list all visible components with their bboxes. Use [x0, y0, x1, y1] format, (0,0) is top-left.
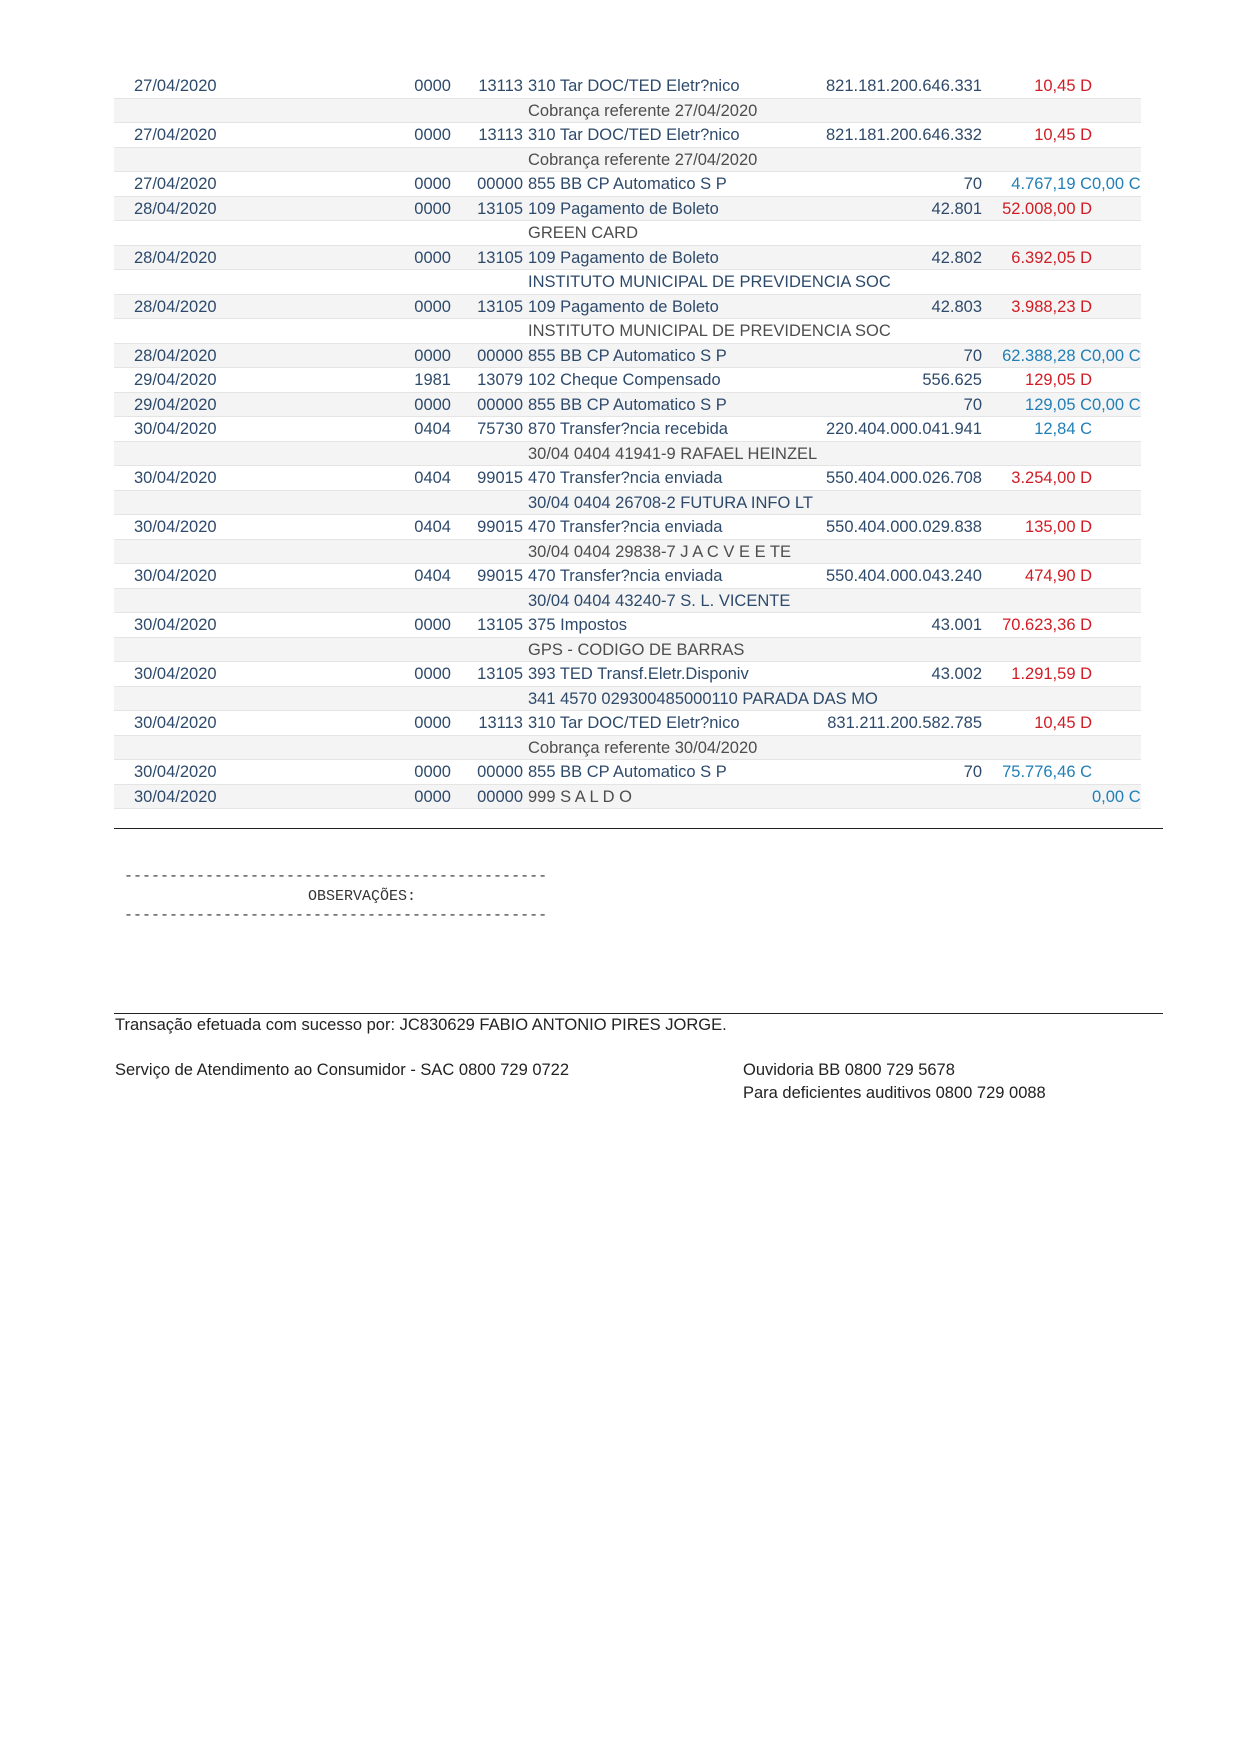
sac-contact: Serviço de Atendimento ao Consumidor - SAC 0800 729 0722 — [115, 1061, 570, 1079]
table-end-rule — [114, 828, 1163, 829]
row-date: 28/04/2020 — [134, 248, 217, 267]
row-document: 70 — [963, 346, 982, 365]
row-value: 70.623,36 D — [1002, 616, 1092, 634]
row-history: 30/04 0404 29838-7 J A C V E E TE — [528, 542, 791, 561]
row-value: 10,45 D — [1034, 714, 1092, 732]
row-agency: 0000 — [414, 616, 451, 634]
row-history: 102 Cheque Compensado — [528, 371, 721, 389]
row-history: 310 Tar DOC/TED Eletr?nico — [528, 126, 740, 144]
row-history: Cobrança referente 27/04/2020 — [528, 150, 758, 169]
row-value: 135,00 D — [1025, 518, 1092, 536]
statement-row-detail — [114, 319, 1141, 344]
row-lot: 99015 — [477, 469, 523, 487]
row-history: GPS - CODIGO DE BARRAS — [528, 640, 745, 659]
row-date: 28/04/2020 — [134, 346, 217, 365]
row-value: 129,05 C — [1025, 395, 1092, 414]
statement-row-detail — [114, 221, 1141, 246]
row-agency: 0000 — [414, 77, 451, 95]
statement-row — [114, 74, 1141, 99]
row-history: 109 Pagamento de Boleto — [528, 297, 719, 316]
row-date: 30/04/2020 — [134, 567, 217, 585]
row-history: GREEN CARD — [528, 224, 639, 242]
row-document: 550.404.000.029.838 — [826, 518, 982, 536]
row-agency: 1981 — [414, 371, 451, 389]
observations-bottom-dashes: ----------------------------------------------- — [124, 907, 548, 924]
row-document: 220.404.000.041.941 — [826, 420, 982, 438]
row-date: 29/04/2020 — [134, 371, 217, 389]
row-date: 30/04/2020 — [134, 714, 217, 732]
row-history: 470 Transfer?ncia enviada — [528, 518, 723, 536]
row-value: 10,45 D — [1034, 77, 1092, 95]
statement-row — [114, 662, 1141, 687]
row-agency: 0000 — [414, 395, 451, 414]
row-document: 556.625 — [922, 371, 982, 389]
row-value: 1.291,59 D — [1011, 665, 1092, 683]
statement-row-detail — [114, 99, 1141, 124]
row-date: 30/04/2020 — [134, 469, 217, 487]
row-agency: 0404 — [414, 420, 451, 438]
observations-label: OBSERVAÇÕES: — [308, 888, 417, 905]
row-document: 821.181.200.646.332 — [826, 126, 982, 144]
statement-row-detail — [114, 148, 1141, 173]
row-history: 109 Pagamento de Boleto — [528, 199, 719, 218]
row-lot: 99015 — [477, 567, 523, 585]
row-history: 855 BB CP Automatico S P — [528, 346, 727, 365]
row-history: Cobrança referente 30/04/2020 — [528, 738, 758, 757]
statement-row-detail — [114, 736, 1141, 761]
ombudsman-contact: Ouvidoria BB 0800 729 5678 — [743, 1061, 955, 1079]
row-lot: 00000 — [477, 787, 523, 806]
row-date: 30/04/2020 — [134, 763, 217, 781]
row-value: 62.388,28 C — [1002, 346, 1092, 365]
row-date: 30/04/2020 — [134, 616, 217, 634]
row-value: 4.767,19 C — [1011, 175, 1092, 193]
statement-row — [114, 564, 1141, 589]
statement-row-detail — [114, 540, 1141, 565]
row-lot: 13105 — [477, 199, 523, 218]
row-lot: 13105 — [477, 248, 523, 267]
row-agency: 0000 — [414, 199, 451, 218]
row-date: 27/04/2020 — [134, 126, 217, 144]
row-agency: 0404 — [414, 567, 451, 585]
row-lot: 13079 — [477, 371, 523, 389]
row-lot: 75730 — [477, 420, 523, 438]
row-lot: 00000 — [477, 763, 523, 781]
row-history: 30/04 0404 26708-2 FUTURA INFO LT — [528, 493, 813, 512]
row-history: 855 BB CP Automatico S P — [528, 395, 727, 414]
row-lot: 13113 — [478, 714, 523, 732]
row-agency: 0000 — [414, 763, 451, 781]
row-value: 75.776,46 C — [1002, 763, 1092, 781]
row-lot: 13105 — [477, 616, 523, 634]
row-document: 550.404.000.043.240 — [826, 567, 982, 585]
row-lot: 13113 — [478, 77, 523, 95]
row-date: 28/04/2020 — [134, 199, 217, 218]
row-lot: 00000 — [477, 346, 523, 365]
row-document: 550.404.000.026.708 — [826, 469, 982, 487]
row-document: 70 — [963, 763, 982, 781]
row-value: 474,90 D — [1025, 567, 1092, 585]
row-history: 30/04 0404 41941-9 RAFAEL HEINZEL — [528, 444, 818, 463]
row-agency: 0000 — [414, 714, 451, 732]
row-value: 3.254,00 D — [1011, 469, 1092, 487]
row-history: 999 S A L D O — [528, 787, 632, 806]
row-history: 855 BB CP Automatico S P — [528, 763, 727, 781]
row-lot: 99015 — [477, 518, 523, 536]
row-date: 30/04/2020 — [134, 787, 217, 806]
row-document: 821.181.200.646.331 — [826, 77, 982, 95]
hearing-impaired-contact: Para deficientes auditivos 0800 729 0088 — [743, 1084, 1046, 1102]
row-agency: 0404 — [414, 518, 451, 536]
statement-row-detail — [114, 491, 1141, 516]
row-lot: 13113 — [478, 126, 523, 144]
row-document: 70 — [963, 175, 982, 193]
row-value: 6.392,05 D — [1011, 248, 1092, 267]
statement-row — [114, 760, 1141, 785]
row-balance: 0,00 C — [1092, 395, 1141, 414]
row-value: 52.008,00 D — [1002, 199, 1092, 218]
row-document: 42.803 — [931, 297, 982, 316]
row-history: 30/04 0404 43240-7 S. L. VICENTE — [528, 591, 791, 610]
observations-top-dashes: ----------------------------------------------- — [124, 868, 548, 885]
statement-row — [114, 785, 1141, 810]
row-history: 341 4570 029300485000110 PARADA DAS MO — [528, 689, 878, 708]
statement-row — [114, 515, 1141, 540]
row-lot: 00000 — [477, 395, 523, 414]
row-agency: 0000 — [414, 248, 451, 267]
statement-row — [114, 172, 1141, 197]
statement-row — [114, 344, 1141, 369]
footer-rule — [114, 1013, 1163, 1014]
row-date: 27/04/2020 — [134, 175, 217, 193]
row-agency: 0000 — [414, 297, 451, 316]
row-lot: 13105 — [477, 665, 523, 683]
row-history: INSTITUTO MUNICIPAL DE PREVIDENCIA SOC — [528, 322, 891, 340]
statement-row-detail — [114, 687, 1141, 712]
statement-row — [114, 246, 1141, 271]
row-value: 3.988,23 D — [1011, 297, 1092, 316]
row-date: 30/04/2020 — [134, 665, 217, 683]
transaction-confirmation: Transação efetuada com sucesso por: JC830629 FABIO ANTONIO PIRES JORGE. — [115, 1016, 727, 1034]
row-date: 30/04/2020 — [134, 420, 217, 438]
row-history: 470 Transfer?ncia enviada — [528, 567, 723, 585]
statement-row-detail — [114, 442, 1141, 467]
row-value: 129,05 D — [1025, 371, 1092, 389]
statement-row — [114, 393, 1141, 418]
statement-row — [114, 466, 1141, 491]
row-document: 831.211.200.582.785 — [827, 714, 982, 732]
row-date: 28/04/2020 — [134, 297, 217, 316]
row-agency: 0000 — [414, 346, 451, 365]
row-agency: 0000 — [414, 787, 451, 806]
row-agency: 0000 — [414, 175, 451, 193]
row-history: 375 Impostos — [528, 616, 628, 634]
row-lot: 00000 — [477, 175, 523, 193]
statement-row-detail — [114, 270, 1141, 295]
row-date: 27/04/2020 — [134, 77, 217, 95]
row-history: 855 BB CP Automatico S P — [528, 175, 727, 193]
row-date: 30/04/2020 — [134, 518, 217, 536]
row-document: 43.001 — [931, 616, 982, 634]
row-history: 870 Transfer?ncia recebida — [528, 420, 728, 438]
statement-row — [114, 417, 1141, 442]
statement-row — [114, 613, 1141, 638]
row-value: 12,84 C — [1034, 420, 1092, 438]
row-document: 70 — [963, 395, 982, 414]
row-history: 393 TED Transf.Eletr.Disponiv — [528, 665, 749, 683]
row-agency: 0000 — [414, 665, 451, 683]
statement-row — [114, 197, 1141, 222]
row-agency: 0000 — [414, 126, 451, 144]
row-history: 470 Transfer?ncia enviada — [528, 469, 723, 487]
row-document: 43.002 — [931, 665, 982, 683]
row-history: 109 Pagamento de Boleto — [528, 248, 719, 267]
row-history: Cobrança referente 27/04/2020 — [528, 101, 758, 120]
row-date: 29/04/2020 — [134, 395, 217, 414]
row-document: 42.802 — [931, 248, 982, 267]
statement-row — [114, 123, 1141, 148]
row-lot: 13105 — [477, 297, 523, 316]
row-balance: 0,00 C — [1092, 787, 1141, 806]
statement-row-detail — [114, 589, 1141, 614]
row-history: 310 Tar DOC/TED Eletr?nico — [528, 714, 740, 732]
row-history: INSTITUTO MUNICIPAL DE PREVIDENCIA SOC — [528, 273, 891, 291]
row-history: 310 Tar DOC/TED Eletr?nico — [528, 77, 740, 95]
statement-row — [114, 711, 1141, 736]
statement-row — [114, 368, 1141, 393]
row-balance: 0,00 C — [1092, 175, 1141, 193]
statement-row-detail — [114, 638, 1141, 663]
row-balance: 0,00 C — [1092, 346, 1141, 365]
row-value: 10,45 D — [1034, 126, 1092, 144]
statement-row — [114, 295, 1141, 320]
statement-table — [114, 74, 1141, 809]
row-document: 42.801 — [931, 199, 982, 218]
row-agency: 0404 — [414, 469, 451, 487]
